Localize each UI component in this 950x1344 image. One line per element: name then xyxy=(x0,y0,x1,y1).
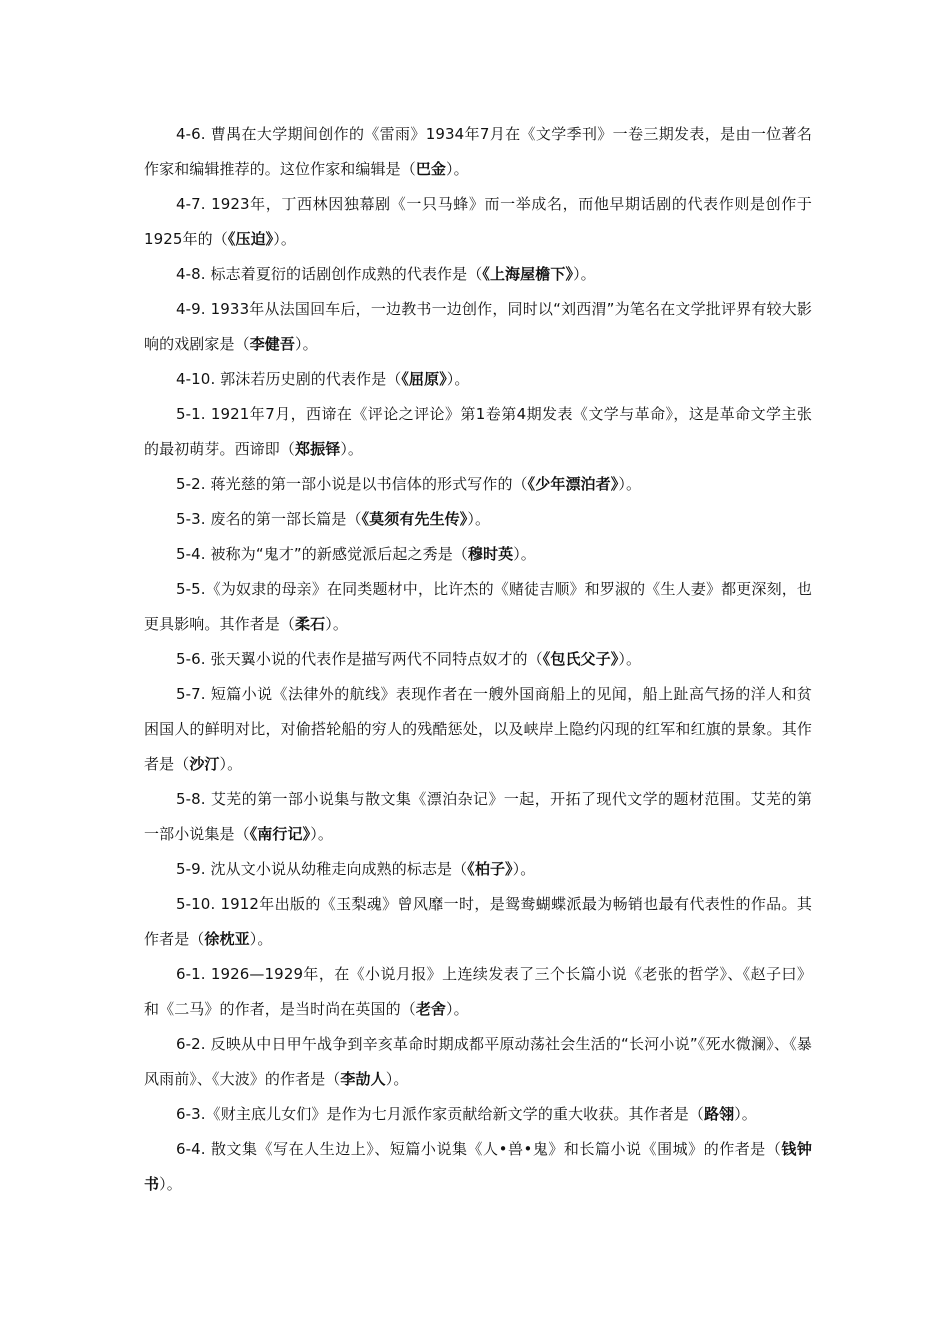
answer-text: 穆时英 xyxy=(467,545,514,563)
answer-text: 《柏子》 xyxy=(467,860,513,878)
answer-text: 《屈原》 xyxy=(401,370,447,388)
question-text: 《财主底儿女们》是作为七月派作家贡献给新文学的重大收获。其作者是（ xyxy=(205,1105,704,1123)
question-text-end: ）。 xyxy=(512,860,536,878)
answer-text: 《少年漂泊者》 xyxy=(527,475,619,493)
question-4-8 xyxy=(144,257,812,292)
question-text-end: ）。 xyxy=(513,545,536,563)
answer-text: 沙汀 xyxy=(189,755,220,773)
question-text-end: ）。 xyxy=(249,930,273,948)
question-5-3 xyxy=(144,502,812,537)
question-text-end: ）。 xyxy=(618,650,642,668)
question-number: 4-6. xyxy=(176,125,206,143)
question-5-10 xyxy=(144,887,812,957)
question-5-7 xyxy=(144,677,812,782)
answer-text: 路翎 xyxy=(703,1105,735,1123)
question-text-end: ）。 xyxy=(734,1105,757,1123)
question-number: 4-10. xyxy=(176,370,216,388)
question-number: 5-7. xyxy=(176,685,206,703)
question-text-end: ）。 xyxy=(340,440,364,458)
question-text: 张天翼小说的代表作是描写两代不同特点奴才的（ xyxy=(210,650,543,668)
question-text-end: ）。 xyxy=(446,370,470,388)
question-text: 郭沫若历史剧的代表作是（ xyxy=(220,370,402,388)
question-number: 5-2. xyxy=(176,475,206,493)
answer-text: 《包氏父子》 xyxy=(542,650,619,668)
question-text: 1923年，丁西林因独幕剧《一只马蜂》而一举成名，而他早期话剧的代表作则是创作于1925年的（ xyxy=(144,195,812,248)
question-text: 1912年出版的《玉梨魂》曾风靡一时，是鸳鸯蝴蝶派最为畅销也最有代表性的作品。其作者是（ xyxy=(144,895,812,948)
question-text: 《为奴隶的母亲》在同类题材中，比许杰的《赌徒吉顺》和罗淑的《生人妻》都更深刻，也更具影响。其作者是（ xyxy=(144,580,812,633)
question-text-end: ）。 xyxy=(446,1000,469,1018)
question-number: 5-10. xyxy=(176,895,216,913)
question-text: 蒋光慈的第一部小说是以书信体的形式写作的（ xyxy=(210,475,528,493)
question-text: 被称为“鬼才”的新感觉派后起之秀是（ xyxy=(210,545,468,563)
question-6-3 xyxy=(144,1097,812,1132)
question-text-end: ）。 xyxy=(295,335,318,353)
question-text: 标志着夏衍的话剧创作成熟的代表作是（ xyxy=(210,265,483,283)
answer-text: 钱钟书 xyxy=(144,1140,813,1193)
question-number: 5-9. xyxy=(176,860,206,878)
question-number: 5-3. xyxy=(176,510,206,528)
answer-text: 柔石 xyxy=(295,615,326,633)
question-number: 4-7. xyxy=(176,195,206,213)
question-text: 短篇小说《法律外的航线》表现作者在一艘外国商船上的见闻，船上趾高气扬的洋人和贫困国人的鲜明对比，对偷搭轮船的穷人的残酷惩处，以及峡岸上隐约闪现的红军和红旗的景象。其作者是（ xyxy=(144,685,813,773)
question-text-end: ）。 xyxy=(310,825,333,843)
question-text-end: ）。 xyxy=(467,510,491,528)
question-4-7 xyxy=(144,187,812,257)
question-text: 曹禺在大学期间创作的《雷雨》1934年7月在《文学季刊》一卷三期发表，是由一位著名作家和编辑推荐的。这位作家和编辑是（ xyxy=(144,125,812,178)
question-5-6 xyxy=(144,642,812,677)
question-text-end: ）。 xyxy=(385,1070,409,1088)
answer-text: 《压迫》 xyxy=(227,230,274,248)
question-5-4 xyxy=(144,537,812,572)
question-text: 反映从中日甲午战争到辛亥革命时期成都平原动荡社会生活的“长河小说”《死水微澜》、《暴风雨前》、《大波》的作者是（ xyxy=(144,1035,812,1088)
question-number: 5-1. xyxy=(176,405,206,423)
question-number: 6-1. xyxy=(176,965,206,983)
answer-text: 老舍 xyxy=(415,1000,447,1018)
question-text: 艾芜的第一部小说集与散文集《漂泊杂记》一起，开拓了现代文学的题材范围。艾芜的第一部小说集是（ xyxy=(144,790,813,843)
question-number: 6-4. xyxy=(176,1140,206,1158)
document-page xyxy=(144,117,812,1202)
question-6-1 xyxy=(144,957,812,1027)
question-text-end: ）。 xyxy=(573,265,596,283)
answer-text: 巴金 xyxy=(415,160,447,178)
question-5-9 xyxy=(144,852,812,887)
question-text-end: ）。 xyxy=(446,160,469,178)
question-6-2 xyxy=(144,1027,812,1097)
question-text-end: ）。 xyxy=(618,475,642,493)
question-number: 4-8. xyxy=(176,265,206,283)
question-text: 1933年从法国回车后，一边教书一边创作，同时以“刘西渭”为笔名在文学批评界有较大影响的戏剧家是（ xyxy=(144,300,813,353)
question-number: 5-4. xyxy=(176,545,206,563)
question-4-9 xyxy=(144,292,812,362)
answer-text: 郑振铎 xyxy=(295,440,341,458)
question-4-6 xyxy=(144,117,812,187)
question-5-1 xyxy=(144,397,812,467)
question-text-end: ）。 xyxy=(273,230,296,248)
question-4-10 xyxy=(144,362,812,397)
question-6-4 xyxy=(144,1132,812,1202)
answer-text: 李劼人 xyxy=(340,1070,386,1088)
question-text-end: ）。 xyxy=(219,755,243,773)
question-text: 废名的第一部长篇是（ xyxy=(210,510,362,528)
answer-text: 《莫须有先生传》 xyxy=(361,510,468,528)
question-number: 5-6. xyxy=(176,650,206,668)
question-text: 散文集《写在人生边上》、短篇小说集《人•兽•鬼》和长篇小说《围城》的作者是（ xyxy=(210,1140,782,1158)
question-text-end: ）。 xyxy=(159,1175,182,1193)
question-text-end: ）。 xyxy=(325,615,348,633)
question-number: 6-2. xyxy=(176,1035,206,1053)
answer-text: 徐枕亚 xyxy=(204,930,250,948)
answer-text: 《上海屋檐下》 xyxy=(482,265,574,283)
answer-text: 《南行记》 xyxy=(249,825,311,843)
question-number: 5-8. xyxy=(176,790,206,808)
question-5-5 xyxy=(144,572,812,642)
question-text: 1926—1929年，在《小说月报》上连续发表了三个长篇小说《老张的哲学》、《赵子曰》和《二马》的作者，是当时尚在英国的（ xyxy=(144,965,812,1018)
question-number: 5-5. xyxy=(176,580,206,598)
question-5-8 xyxy=(144,782,812,852)
question-text: 1921年7月，西谛在《评论之评论》第1卷第4期发表《文学与革命》，这是革命文学主张的最初萌芽。西谛即（ xyxy=(144,405,812,458)
answer-text: 李健吾 xyxy=(249,335,296,353)
question-number: 6-3. xyxy=(176,1105,206,1123)
question-5-2 xyxy=(144,467,812,502)
question-text: 沈从文小说从幼稚走向成熟的标志是（ xyxy=(210,860,468,878)
question-number: 4-9. xyxy=(176,300,206,318)
